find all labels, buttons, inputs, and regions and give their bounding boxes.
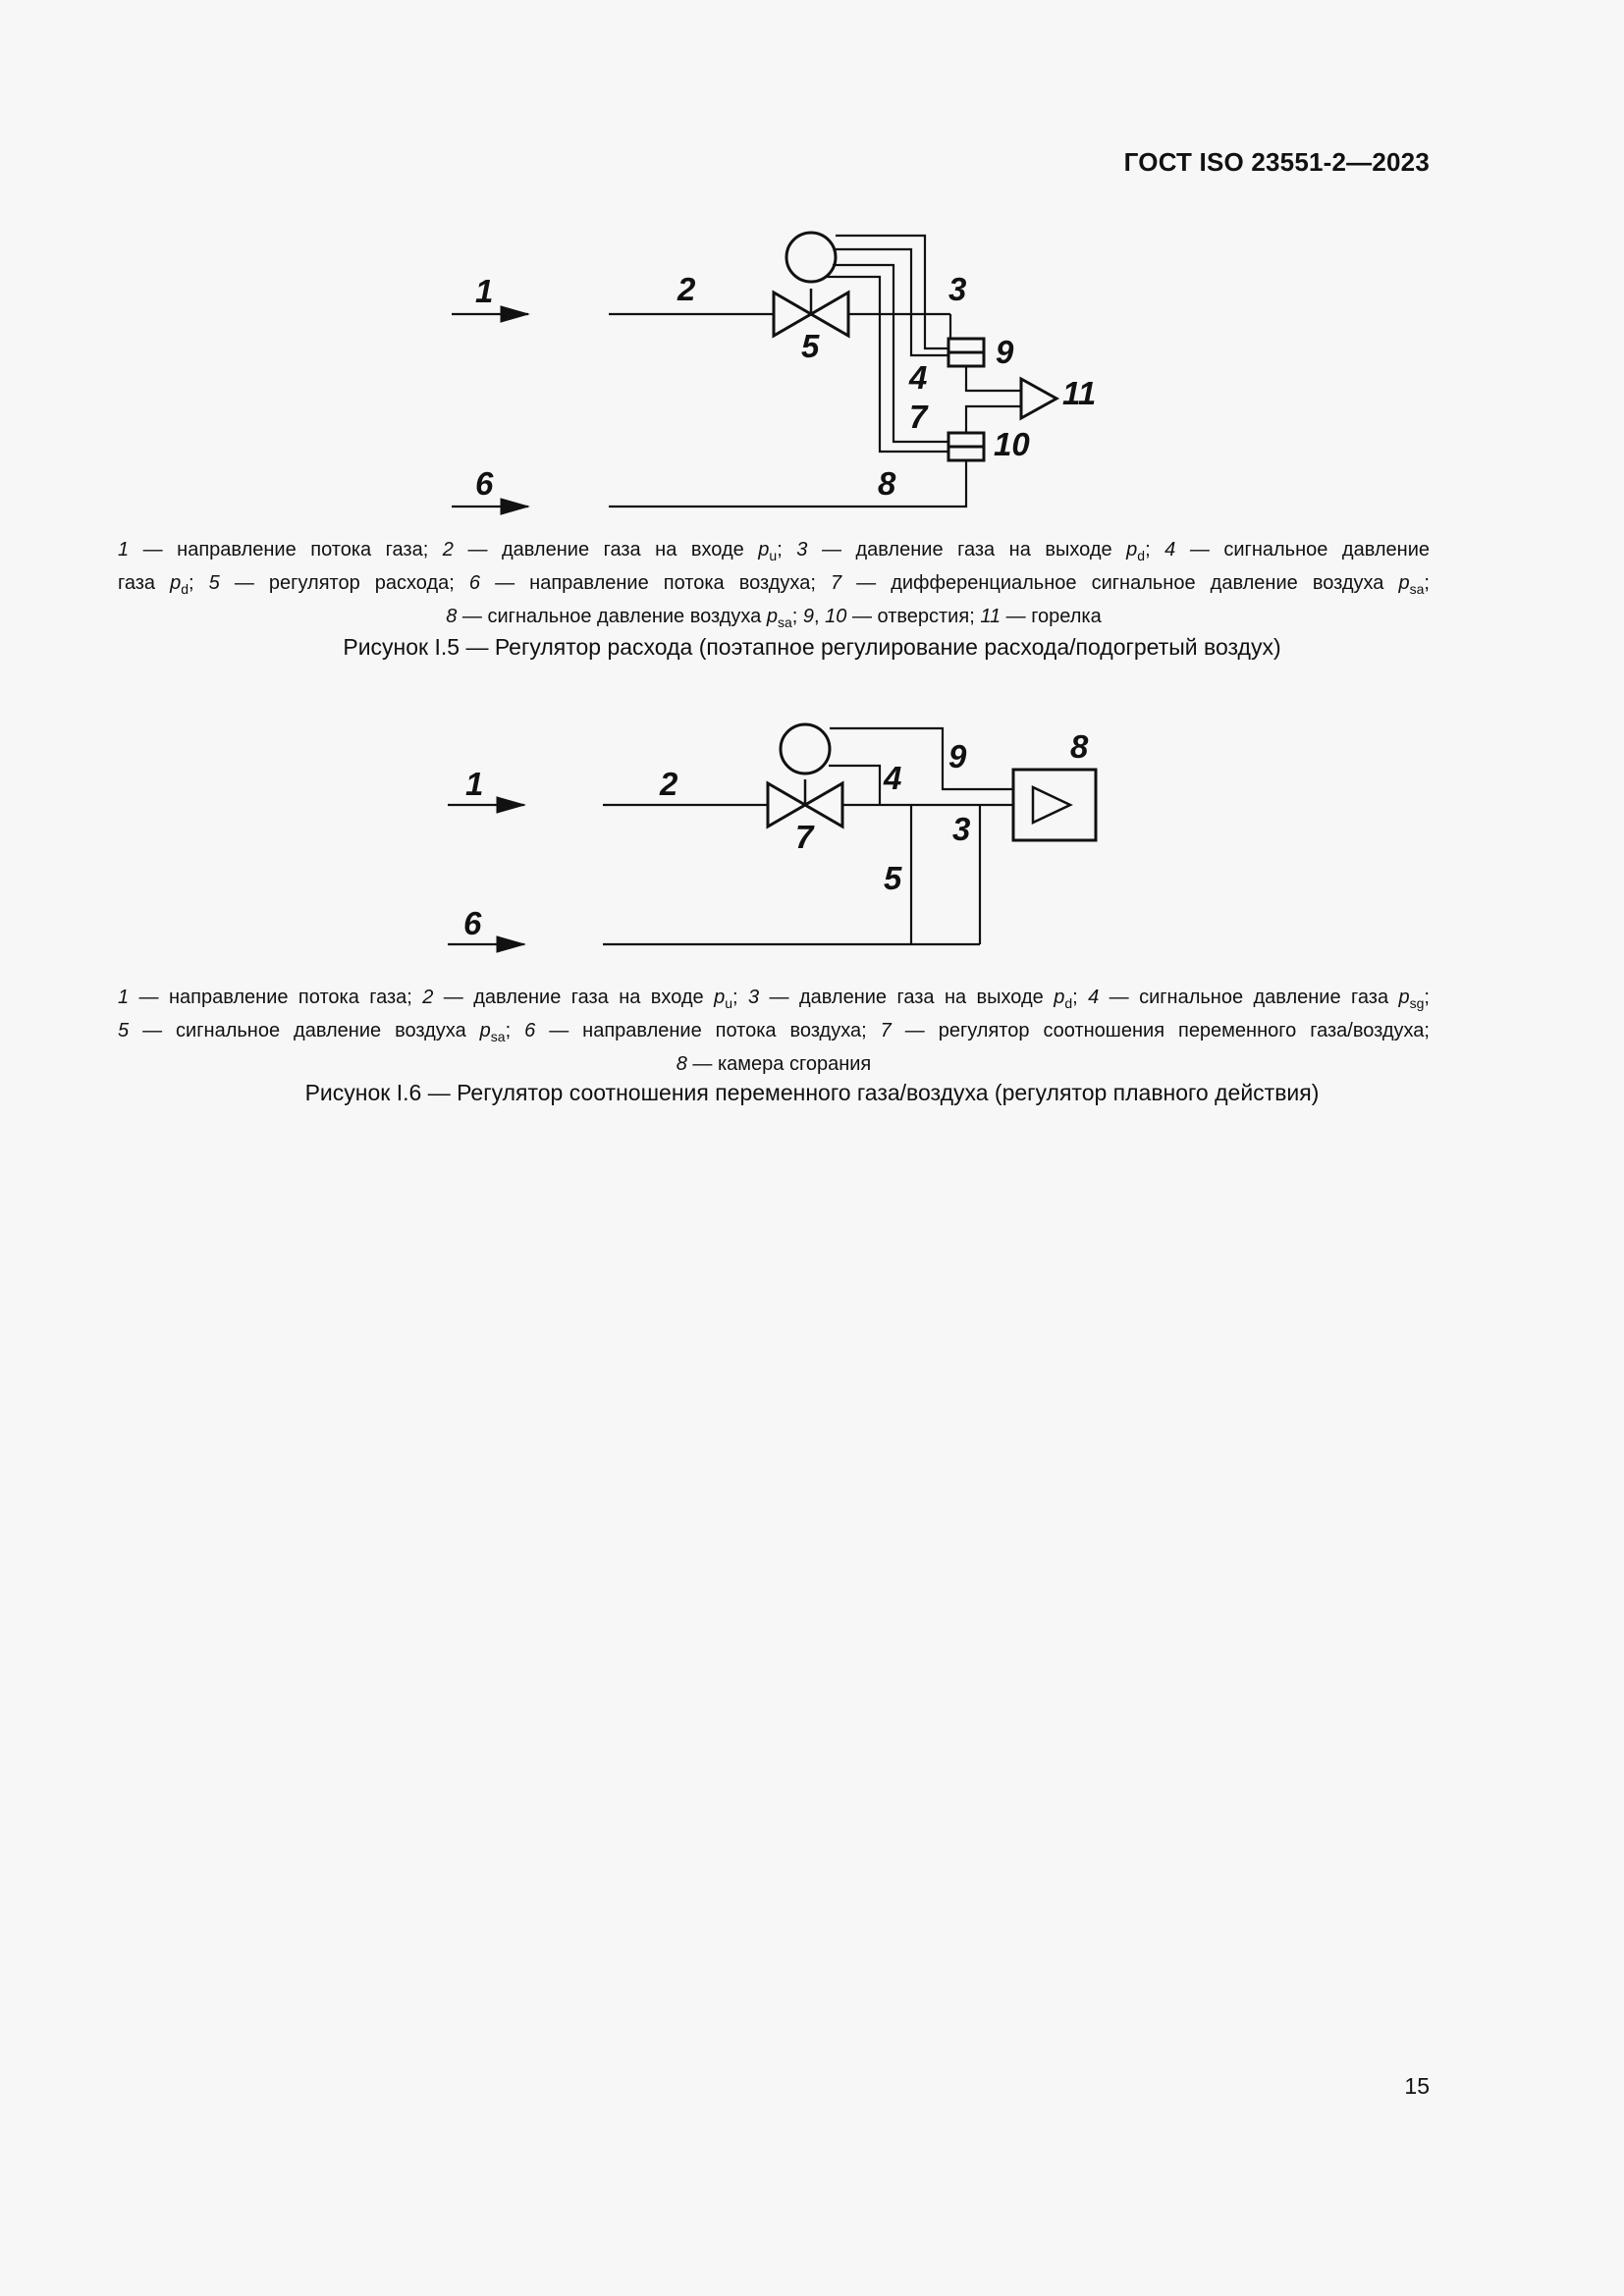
label-4: 4	[909, 359, 928, 396]
label-9: 9	[948, 738, 967, 774]
label-2: 2	[677, 271, 696, 307]
label-3: 3	[948, 271, 967, 307]
figure-i5-legend: 1 — направление потока газа; 2 — давление газа на входе $p_u$; 3 — давление газа на выходе $p_d$; 4 — сигнальное давление газа $p_d$; 5 — регулятор расхода; 6 — направление потока воздуха; 7 — дифференциальное сигнальное давление воздуха $p_{sa}$; 8 — сигнальное давление воздуха $p_{sa}$; 9, 10 — отверстия; 11 — горелка	[118, 539, 1430, 630]
label-3: 3	[952, 811, 971, 847]
label-8: 8	[1070, 728, 1089, 765]
label-5: 5	[801, 328, 820, 364]
figure-i6-diagram	[0, 707, 1624, 962]
figure-i6-caption: Рисунок I.6 — Регулятор соотношения переменного газа/воздуха (регулятор плавного действия)	[304, 1080, 1320, 1105]
label-6: 6	[463, 905, 482, 941]
actuator-circle-7	[781, 724, 830, 774]
label-11: 11	[1062, 375, 1097, 411]
label-7: 7	[795, 819, 814, 855]
label-6: 6	[475, 465, 494, 502]
figure-i5-diagram	[0, 216, 1624, 766]
label-9: 9	[996, 334, 1014, 370]
page-number: 15	[1404, 2073, 1430, 2099]
label-10: 10	[994, 426, 1030, 462]
label-5: 5	[884, 860, 902, 896]
combustion-chamber-8	[1013, 770, 1096, 840]
label-2: 2	[660, 766, 678, 802]
actuator-circle-5	[786, 233, 836, 282]
label-1: 1	[475, 273, 494, 309]
label-8: 8	[878, 465, 896, 502]
air-line	[609, 460, 966, 507]
label-1: 1	[465, 766, 484, 802]
figure-i6-legend: 1 — направление потока газа; 2 — давление газа на входе $p_u$; 3 — давление газа на выходе $p_d$; 4 — сигнальное давление газа $p_{sg}$; 5 — сигнальное давление воздуха $p_{sa}$; 6 — направление потока воздуха; 7 — регулятор соотношения переменного газа/воздуха; 8 — камера сгорания	[118, 987, 1430, 1075]
burner-11	[1021, 379, 1056, 418]
figure-i5-caption: Рисунок I.5 — Регулятор расхода (поэтапное регулирование расхода/подогретый воздух)	[343, 634, 1281, 660]
label-7: 7	[909, 399, 928, 435]
document-code: ГОСТ ISO 23551-2—2023	[1123, 147, 1430, 177]
label-4: 4	[884, 760, 902, 796]
